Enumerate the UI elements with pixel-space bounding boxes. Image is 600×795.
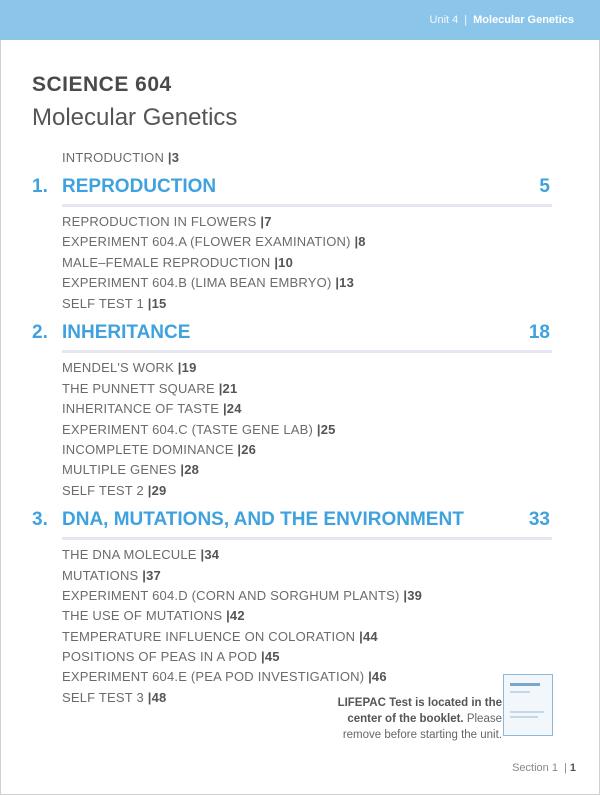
lifepac-test-note bbox=[322, 695, 502, 743]
section-heading-3[interactable] bbox=[32, 509, 550, 531]
toc-item[interactable]: MUTATIONS |37 bbox=[62, 568, 161, 583]
toc-item-page: 28 bbox=[184, 462, 200, 477]
toc-item-page: 8 bbox=[358, 234, 366, 249]
toc-item-page: 39 bbox=[407, 588, 423, 603]
toc-item[interactable]: MALE–FEMALE REPRODUCTION |10 bbox=[62, 255, 294, 270]
toc-item-page: 29 bbox=[151, 483, 167, 498]
section-heading-2[interactable] bbox=[32, 322, 550, 344]
toc-item-label: INTRODUCTION bbox=[62, 150, 165, 165]
toc-item[interactable]: THE DNA MOLECULE |34 bbox=[62, 547, 220, 562]
toc-item-page: 21 bbox=[222, 381, 238, 396]
toc-item-page: 24 bbox=[226, 401, 242, 416]
toc-item-page: 26 bbox=[241, 442, 257, 457]
section-number: 2. bbox=[32, 322, 48, 343]
toc-item[interactable]: EXPERIMENT 604.B (LIMA BEAN EMBRYO) |13 bbox=[62, 275, 355, 290]
toc-item[interactable]: MENDEL'S WORK |19 bbox=[62, 360, 197, 375]
section-page: 5 bbox=[539, 176, 550, 197]
toc-item-page: 3 bbox=[171, 150, 180, 165]
toc-introduction[interactable]: INTRODUCTION |3 bbox=[62, 150, 180, 165]
toc-item[interactable]: EXPERIMENT 604.C (TASTE GENE LAB) |25 bbox=[62, 422, 336, 437]
toc-item-label: SELF TEST 2 bbox=[62, 483, 144, 498]
section-divider bbox=[62, 350, 552, 353]
unit-title: Molecular Genetics bbox=[473, 14, 574, 26]
toc-item[interactable]: POSITIONS OF PEAS IN A POD |45 bbox=[62, 649, 280, 664]
toc-item-label: MULTIPLE GENES bbox=[62, 462, 177, 477]
section-page: 33 bbox=[528, 509, 550, 530]
toc-item[interactable]: INCOMPLETE DOMINANCE |26 bbox=[62, 442, 257, 457]
toc-item[interactable]: EXPERIMENT 604.A (FLOWER EXAMINATION) |8 bbox=[62, 234, 366, 249]
toc-item-label: EXPERIMENT 604.E (PEA POD INVESTIGATION) bbox=[62, 669, 365, 684]
toc-item-label: THE USE OF MUTATIONS bbox=[62, 608, 223, 623]
section-title: INHERITANCE bbox=[62, 322, 191, 343]
section-page: 18 bbox=[528, 322, 550, 343]
unit-label: Unit 4 bbox=[429, 14, 459, 26]
toc-item-page: 44 bbox=[362, 629, 378, 644]
toc-item-page: 15 bbox=[151, 296, 167, 311]
toc-item[interactable]: THE USE OF MUTATIONS |42 bbox=[62, 608, 245, 623]
toc-item-label: EXPERIMENT 604.C (TASTE GENE LAB) bbox=[62, 422, 314, 437]
toc-item-label: EXPERIMENT 604.B (LIMA BEAN EMBRYO) bbox=[62, 275, 332, 290]
toc-item[interactable]: THE PUNNETT SQUARE |21 bbox=[62, 381, 238, 396]
section-title: DNA, MUTATIONS, AND THE ENVIRONMENT bbox=[62, 509, 464, 530]
page-footer: Section 1 | 1 bbox=[512, 762, 576, 774]
toc-item-label: THE DNA MOLECULE bbox=[62, 547, 197, 562]
toc-item[interactable]: EXPERIMENT 604.E (PEA POD INVESTIGATION) |46 bbox=[62, 669, 387, 684]
toc-item[interactable]: INHERITANCE OF TASTE |24 bbox=[62, 401, 242, 416]
section-title: REPRODUCTION bbox=[62, 176, 217, 197]
toc-item-page: 48 bbox=[151, 690, 167, 705]
toc-item-label: MENDEL'S WORK bbox=[62, 360, 174, 375]
toc-item-page: 34 bbox=[204, 547, 220, 562]
toc-item[interactable]: SELF TEST 3 |48 bbox=[62, 690, 167, 705]
toc-item-page: 25 bbox=[320, 422, 336, 437]
toc-item-page: 46 bbox=[371, 669, 387, 684]
footer-section: Section 1 bbox=[512, 762, 558, 774]
course-code: SCIENCE 604 bbox=[32, 73, 172, 96]
toc-item-label: TEMPERATURE INFLUENCE ON COLORATION bbox=[62, 629, 356, 644]
toc-item-page: 45 bbox=[264, 649, 280, 664]
toc-item-label: SELF TEST 1 bbox=[62, 296, 144, 311]
toc-item-label: POSITIONS OF PEAS IN A POD bbox=[62, 649, 258, 664]
toc-item-label: EXPERIMENT 604.A (FLOWER EXAMINATION) bbox=[62, 234, 351, 249]
section-number: 3. bbox=[32, 509, 48, 530]
toc-item-label: EXPERIMENT 604.D (CORN AND SORGHUM PLANTS) bbox=[62, 588, 400, 603]
toc-item-page: 37 bbox=[146, 568, 161, 583]
toc-item-label: INCOMPLETE DOMINANCE bbox=[62, 442, 234, 457]
toc-item-page: 13 bbox=[339, 275, 355, 290]
section-divider bbox=[62, 537, 552, 540]
toc-item-label: SELF TEST 3 bbox=[62, 690, 144, 705]
toc-item[interactable]: SELF TEST 2 |29 bbox=[62, 483, 167, 498]
toc-item-page: 19 bbox=[181, 360, 197, 375]
section-number: 1. bbox=[32, 176, 48, 197]
toc-item-page: 7 bbox=[264, 214, 272, 229]
toc-item-page: 42 bbox=[229, 608, 245, 623]
toc-item-label: THE PUNNETT SQUARE bbox=[62, 381, 215, 396]
footer-page-number: 1 bbox=[569, 762, 576, 774]
course-title: Molecular Genetics bbox=[32, 104, 238, 131]
note-text: Please remove before starting the unit. bbox=[342, 713, 502, 741]
toc-item-label: MUTATIONS bbox=[62, 568, 139, 583]
section-heading-1[interactable] bbox=[32, 176, 550, 198]
toc-item[interactable]: REPRODUCTION IN FLOWERS |7 bbox=[62, 214, 272, 229]
header-separator: | bbox=[464, 14, 468, 26]
note-bold-text: LIFEPAC Test is located in the center of the booklet. bbox=[337, 697, 502, 725]
section-divider bbox=[62, 204, 552, 207]
toc-item[interactable]: TEMPERATURE INFLUENCE ON COLORATION |44 bbox=[62, 629, 378, 644]
toc-item-label: INHERITANCE OF TASTE bbox=[62, 401, 220, 416]
toc-item-label: REPRODUCTION IN FLOWERS bbox=[62, 214, 257, 229]
header-bar bbox=[0, 0, 600, 40]
toc-item[interactable]: EXPERIMENT 604.D (CORN AND SORGHUM PLANTS) |39 bbox=[62, 588, 423, 603]
toc-item[interactable]: SELF TEST 1 |15 bbox=[62, 296, 167, 311]
toc-item[interactable]: MULTIPLE GENES |28 bbox=[62, 462, 200, 477]
toc-item-page: 10 bbox=[278, 255, 294, 270]
toc-item-label: MALE–FEMALE REPRODUCTION bbox=[62, 255, 271, 270]
booklet-thumbnail-icon bbox=[503, 674, 553, 736]
